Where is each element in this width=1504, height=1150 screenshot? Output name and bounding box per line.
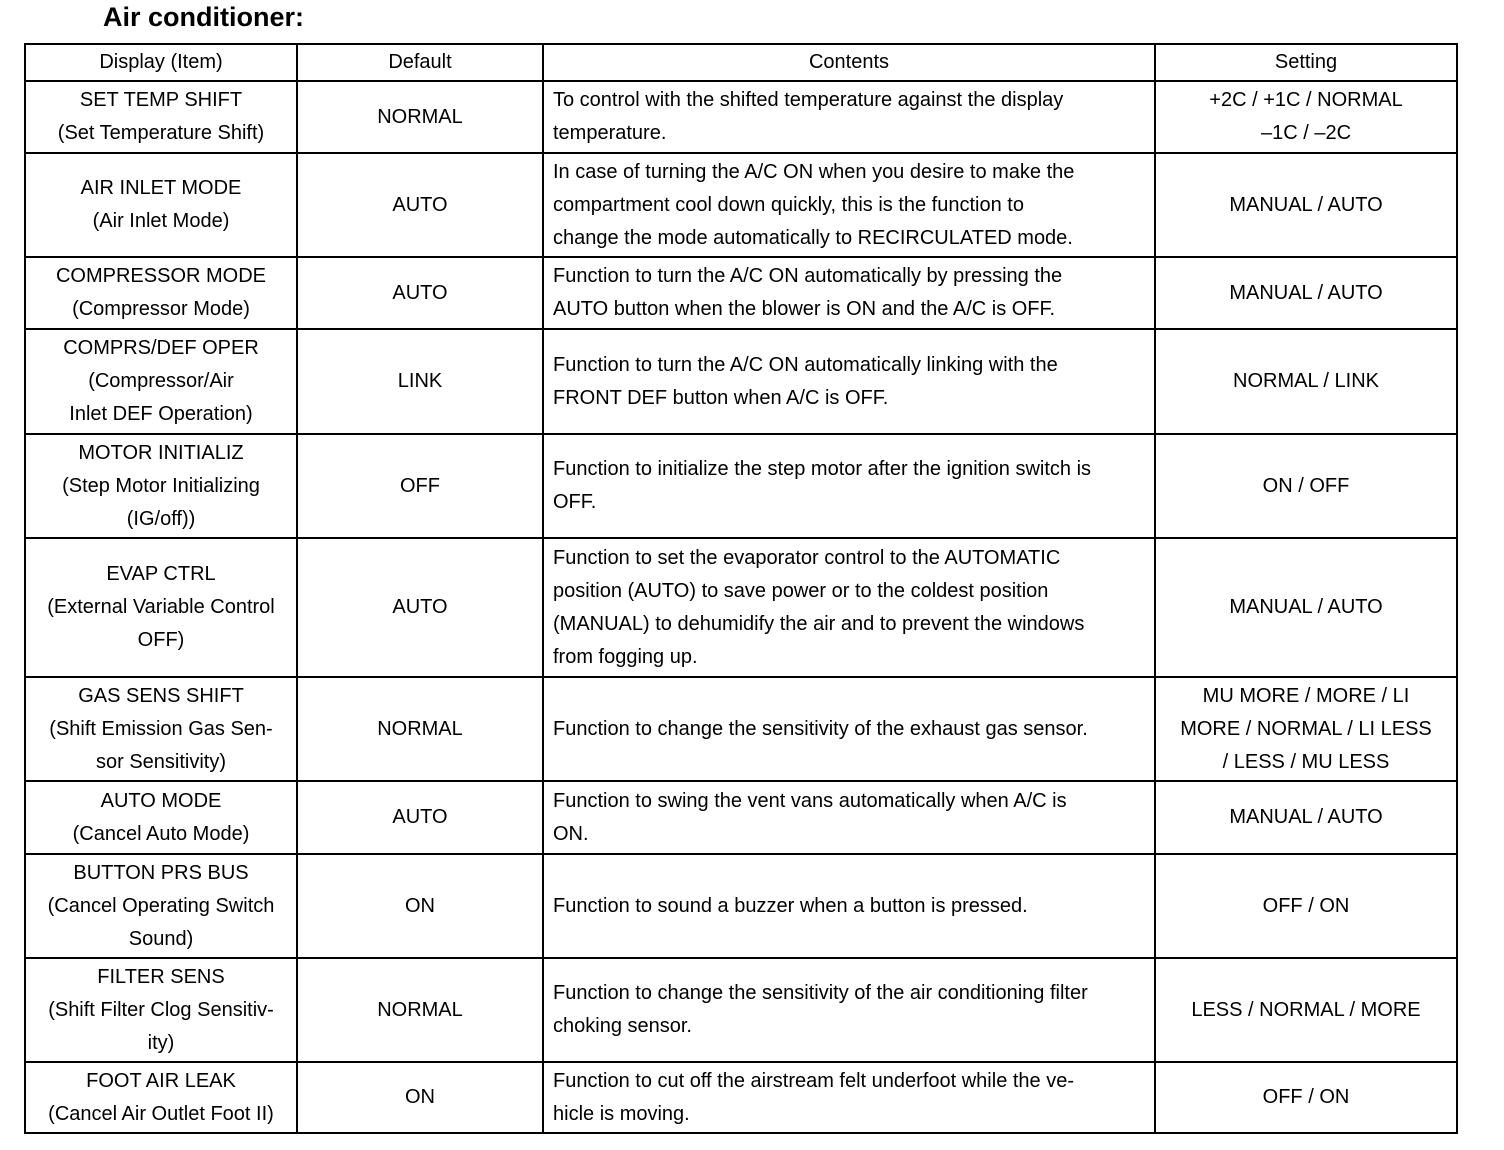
item-cell: SET TEMP SHIFT (Set Temperature Shift) xyxy=(25,81,297,153)
contents-cell: Function to turn the A/C ON automatically by pressing the AUTO button when the blower is ON and the A/C is OFF. xyxy=(543,257,1155,329)
table-row xyxy=(25,854,1457,958)
item-cell: GAS SENS SHIFT (Shift Emission Gas Sen- sor Sensitivity) xyxy=(25,677,297,781)
contents-cell: Function to change the sensitivity of the exhaust gas sensor. xyxy=(543,677,1155,781)
default-cell: ON xyxy=(297,1062,543,1133)
setting-cell: OFF / ON xyxy=(1155,1062,1457,1133)
item-cell: FOOT AIR LEAK (Cancel Air Outlet Foot II) xyxy=(25,1062,297,1133)
item-cell: AIR INLET MODE (Air Inlet Mode) xyxy=(25,153,297,257)
default-cell: AUTO xyxy=(297,153,543,257)
setting-cell: MANUAL / AUTO xyxy=(1155,153,1457,257)
header-display-item: Display (Item) xyxy=(25,44,297,81)
settings-table xyxy=(24,43,1458,1134)
item-cell: COMPRS/DEF OPER (Compressor/Air Inlet DEF Operation) xyxy=(25,329,297,434)
table-row xyxy=(25,434,1457,538)
table-row xyxy=(25,958,1457,1062)
default-cell: NORMAL xyxy=(297,81,543,153)
setting-cell: MU MORE / MORE / LI MORE / NORMAL / LI LESS / LESS / MU LESS xyxy=(1155,677,1457,781)
contents-cell: Function to sound a buzzer when a button is pressed. xyxy=(543,854,1155,958)
contents-cell: In case of turning the A/C ON when you desire to make the compartment cool down quickly, this is the function to change the mode automatically to RECIRCULATED mode. xyxy=(543,153,1155,257)
contents-cell: Function to initialize the step motor after the ignition switch is OFF. xyxy=(543,434,1155,538)
header-default: Default xyxy=(297,44,543,81)
setting-cell: MANUAL / AUTO xyxy=(1155,257,1457,329)
table-row xyxy=(25,538,1457,677)
setting-cell: MANUAL / AUTO xyxy=(1155,781,1457,854)
default-cell: AUTO xyxy=(297,538,543,677)
header-setting: Setting xyxy=(1155,44,1457,81)
item-cell: AUTO MODE (Cancel Auto Mode) xyxy=(25,781,297,854)
header-contents: Contents xyxy=(543,44,1155,81)
item-cell: EVAP CTRL (External Variable Control OFF) xyxy=(25,538,297,677)
default-cell: NORMAL xyxy=(297,958,543,1062)
contents-cell: Function to swing the vent vans automatically when A/C is ON. xyxy=(543,781,1155,854)
setting-cell: LESS / NORMAL / MORE xyxy=(1155,958,1457,1062)
default-cell: ON xyxy=(297,854,543,958)
table-row xyxy=(25,257,1457,329)
setting-cell: +2C / +1C / NORMAL –1C / –2C xyxy=(1155,81,1457,153)
table-row xyxy=(25,329,1457,434)
default-cell: AUTO xyxy=(297,257,543,329)
setting-cell: MANUAL / AUTO xyxy=(1155,538,1457,677)
table-row xyxy=(25,677,1457,781)
table-row xyxy=(25,781,1457,854)
setting-cell: OFF / ON xyxy=(1155,854,1457,958)
setting-cell: ON / OFF xyxy=(1155,434,1457,538)
default-cell: AUTO xyxy=(297,781,543,854)
contents-cell: Function to turn the A/C ON automatically linking with the FRONT DEF button when A/C is OFF. xyxy=(543,329,1155,434)
default-cell: LINK xyxy=(297,329,543,434)
table-row xyxy=(25,81,1457,153)
contents-cell: Function to set the evaporator control to the AUTOMATIC position (AUTO) to save power or to the coldest position (MANUAL) to dehumidify the air and to prevent the windows from fogging up. xyxy=(543,538,1155,677)
item-cell: BUTTON PRS BUS (Cancel Operating Switch Sound) xyxy=(25,854,297,958)
setting-cell: NORMAL / LINK xyxy=(1155,329,1457,434)
default-cell: OFF xyxy=(297,434,543,538)
item-cell: FILTER SENS (Shift Filter Clog Sensitiv- ity) xyxy=(25,958,297,1062)
table-row xyxy=(25,153,1457,257)
item-cell: MOTOR INITIALIZ (Step Motor Initializing (IG/off)) xyxy=(25,434,297,538)
section-title: Air conditioner: xyxy=(103,2,304,32)
table-header-row xyxy=(25,44,1457,81)
contents-cell: Function to change the sensitivity of the air conditioning filter choking sensor. xyxy=(543,958,1155,1062)
table-row xyxy=(25,1062,1457,1133)
contents-cell: Function to cut off the airstream felt underfoot while the ve- hicle is moving. xyxy=(543,1062,1155,1133)
default-cell: NORMAL xyxy=(297,677,543,781)
contents-cell: To control with the shifted temperature against the display temperature. xyxy=(543,81,1155,153)
item-cell: COMPRESSOR MODE (Compressor Mode) xyxy=(25,257,297,329)
